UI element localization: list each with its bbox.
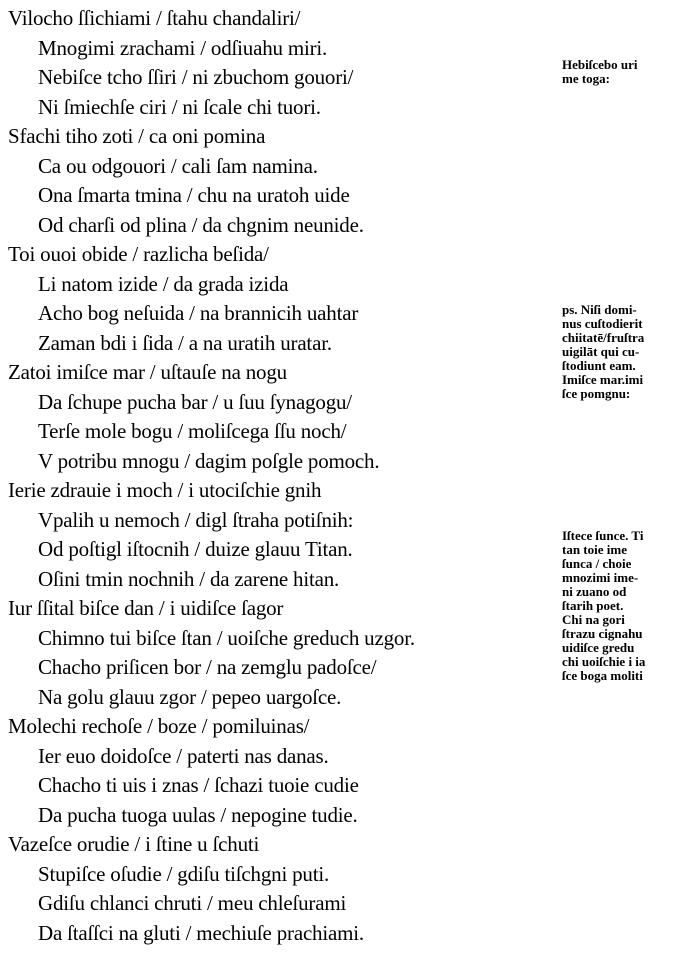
verse-line: Mnogimi zrachami / odſiuahu miri. [38, 35, 328, 60]
verse-line: Chacho ti uis i znas / ſchazi tuoie cudie [38, 773, 359, 797]
marginal-note-line: ſtodiunt eam. [562, 358, 636, 373]
verse-line: V potribu mnogu / dagim poſgle pomoch. [38, 448, 380, 473]
verse-line: Da ſtaſſci na gluti / mechiuſe prachiami. [38, 920, 364, 945]
verse-line: Terſe mole bogu / moliſcega ſſu noch/ [38, 419, 347, 443]
verse-line: Vpalih u nemoch / digl ſtraha potiſnih: [38, 507, 354, 532]
marginal-note-line: Imiſce mar.imi [562, 372, 644, 387]
marginal-note-line: Chi na gori [562, 612, 625, 627]
marginal-note-line: ſunca / choie [562, 556, 632, 571]
verse-line: Zaman bdi i ſida / a na uratih uratar. [38, 330, 332, 355]
verse-line: Chacho priſicen bor / na zemglu padoſce/ [38, 655, 377, 679]
marginal-note-line: tan toie ime [562, 542, 627, 557]
marginal-note-1 [562, 58, 692, 86]
marginal-note-line: ps. Niſi domi- [562, 302, 637, 317]
verse-line: Da ſchupe pucha bar / u ſuu ſynagogu/ [38, 389, 352, 414]
verse-line: Ca ou odgouori / cali ſam namina. [38, 153, 318, 178]
verse-line: Na golu glauu zgor / pepeo uargoſce. [38, 684, 342, 709]
verse-line: Oſini tmin nochnih / da zarene hitan. [38, 566, 340, 591]
marginal-note-line: Hebiſcebo uri [562, 57, 638, 72]
verse-line: Acho bog neſuida / na brannicih uahtar [38, 301, 359, 325]
marginal-note-3 [562, 529, 692, 683]
marginal-note-line: nus cuſtodierit [562, 316, 643, 331]
verse-line: Zatoi imiſce mar / uſtauſe na nogu [8, 360, 287, 384]
marginal-note-line: chi uoiſchie i ia [562, 654, 646, 669]
marginal-note-line: ſce pomgnu: [562, 386, 631, 401]
verse-line: Od poſtigl iſtocnih / duize glauu Titan. [38, 537, 353, 561]
verse-line: Ier euo doidoſce / paterti nas danas. [38, 743, 329, 768]
verse-line: Stupiſce oſudie / gdiſu tiſchgni puti. [38, 861, 330, 886]
marginal-note-line: Iſtece ſunce. Ti [562, 528, 644, 543]
verse-line: Ona ſmarta tmina / chu na uratoh uide [38, 183, 350, 207]
marginal-note-line: ſtarih poet. [562, 598, 624, 613]
verse-line: Molechi rechoſe / boze / pomiluinas/ [8, 714, 310, 738]
verse-line: Ni ſmiechſe ciri / ni ſcale chi tuori. [38, 94, 321, 119]
marginal-note-line: ſtrazu cignahu [562, 626, 643, 641]
verse-line: Sfachi tiho zoti / ca oni pomina [8, 124, 266, 148]
verse-text [8, 4, 553, 948]
verse-line: Gdiſu chlanci chruti / meu chleſurami [38, 891, 347, 915]
verse-line: Chimno tui biſce ſtan / uoiſche greduch uzgor. [38, 625, 415, 650]
marginal-note-line: chiitatē/fruſtra [562, 330, 645, 345]
marginal-note-line: uigilāt qui cu- [562, 344, 640, 359]
marginal-note-line: mnozimi ime- [562, 570, 639, 585]
verse-line: Da pucha tuoga uulas / nepogine tudie. [38, 802, 358, 827]
verse-line: Vilocho ſſichiami / ſtahu chandaliri/ [8, 6, 301, 30]
verse-line: Ierie zdrauie i moch / i utociſchie gnih [8, 478, 322, 502]
verse-line: Od charſi od plina / da chgnim neunide. [38, 212, 364, 237]
verse-line: Li natom izide / da grada izida [38, 271, 289, 296]
marginal-note-2 [562, 303, 692, 401]
verse-line: Vazeſce orudie / i ſtine u ſchuti [8, 832, 260, 856]
marginal-note-line: uidiſce gredu [562, 640, 635, 655]
marginal-note-line: ni zuano od [562, 584, 627, 599]
marginal-note-line: ſce boga moliti [562, 668, 643, 683]
marginal-note-line: me toga: [562, 71, 611, 86]
verse-line: Nebiſce tcho ſſiri / ni zbuchom gouori/ [38, 65, 354, 89]
verse-line: Toi ouoi obide / razlicha beſida/ [8, 242, 269, 266]
verse-line: Iur ſſital biſce dan / i uidiſce ſagor [8, 596, 284, 620]
